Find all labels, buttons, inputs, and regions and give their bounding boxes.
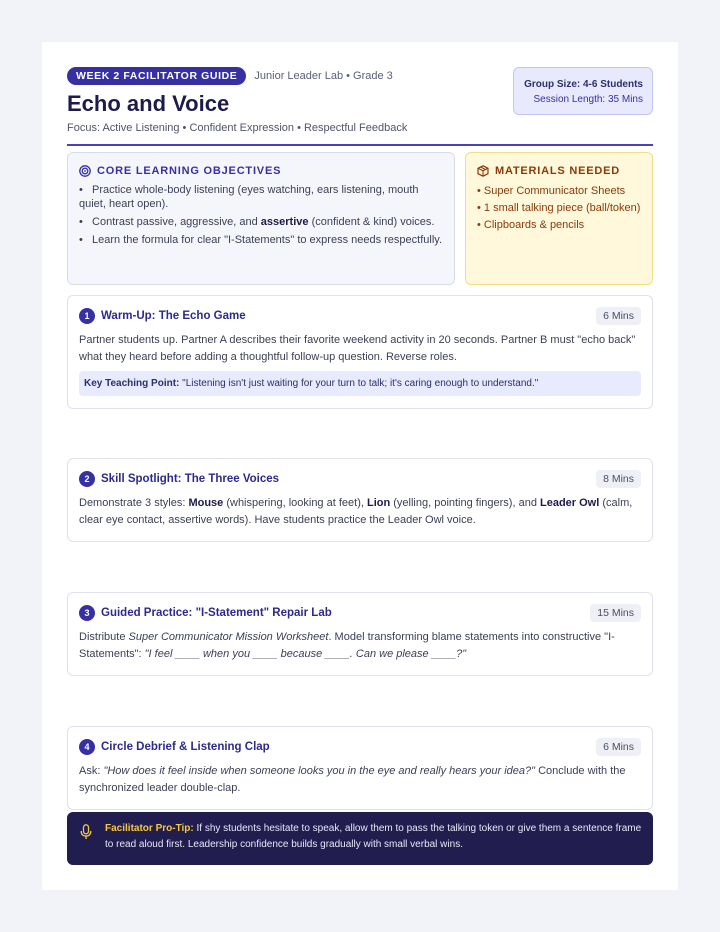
objective-item: • Practice whole-body listening (eyes watching, ears listening, mouth quiet, heart open).: [79, 184, 419, 210]
objective-item: • Learn the formula for clear "I-Statements" to express needs respectfully.: [79, 234, 443, 246]
step-card-1: [67, 295, 653, 409]
step-number: 4: [79, 739, 95, 755]
key-teaching-point: Key Teaching Point: "Listening isn't just waiting for your turn to talk; it's caring enough to understand.": [79, 371, 641, 396]
program-label: Junior Leader Lab • Grade 3: [254, 70, 393, 82]
session-length: Session Length: 35 Mins: [533, 94, 643, 105]
materials-panel: [465, 152, 653, 285]
box-icon: [477, 165, 489, 177]
duration-badge: 8 Mins: [596, 470, 641, 488]
step-description: Distribute Super Communicator Mission Worksheet. Model transforming blame statements into constructive "I-Statements": "I feel ____ when you ____ because ____. Can we please ____?": [79, 631, 615, 660]
step-title: Skill Spotlight: The Three Voices: [101, 473, 280, 485]
material-item: • Clipboards & pencils: [477, 219, 585, 231]
duration-badge: 15 Mins: [590, 604, 641, 622]
step-number: 2: [79, 471, 95, 487]
step-number: 3: [79, 605, 95, 621]
page-title: Echo and Voice: [67, 91, 230, 116]
material-item: • 1 small talking piece (ball/token): [477, 202, 641, 214]
pro-tip-text: Facilitator Pro-Tip: If shy students hesitate to speak, allow them to pass the talking token or give them a sentence frame to read aloud first. Leadership confidence builds gradually with small verbal wins.: [105, 823, 642, 850]
microphone-icon: [80, 824, 92, 840]
step-card-2: [67, 458, 653, 542]
objectives-heading: CORE LEARNING OBJECTIVES: [97, 165, 282, 177]
target-icon: [79, 165, 91, 177]
facilitator-pro-tip: [67, 812, 653, 865]
header: [67, 67, 653, 146]
step-description: Partner students up. Partner A describes their favorite weekend activity in 20 seconds. Partner B must "echo back" what they heard before adding a thoughtful follow-up question. Reverse roles.: [79, 334, 636, 363]
step-card-3: [67, 592, 653, 676]
group-size: Group Size: 4-6 Students: [524, 79, 643, 90]
session-info-box: [513, 67, 653, 115]
material-item: • Super Communicator Sheets: [477, 185, 626, 197]
focus-line: Focus: Active Listening • Confident Expression • Respectful Feedback: [67, 122, 408, 134]
step-card-4: [67, 726, 653, 810]
objectives-panel: [67, 152, 455, 285]
duration-badge: 6 Mins: [596, 738, 641, 756]
duration-badge: 6 Mins: [596, 307, 641, 325]
objective-item: • Contrast passive, aggressive, and assertive (confident & kind) voices.: [79, 216, 435, 228]
step-title: Guided Practice: "I-Statement" Repair Lab: [101, 607, 332, 619]
step-title: Circle Debrief & Listening Clap: [101, 741, 270, 753]
step-title: Warm-Up: The Echo Game: [101, 310, 246, 322]
step-description: Ask: "How does it feel inside when someone looks you in the eye and really hears your idea?" Conclude with the synchronized leader double-clap.: [79, 765, 626, 794]
lesson-page: [42, 42, 678, 890]
week-badge: WEEK 2 FACILITATOR GUIDE: [67, 67, 246, 85]
step-number: 1: [79, 308, 95, 324]
materials-heading: MATERIALS NEEDED: [495, 165, 621, 177]
step-description: Demonstrate 3 styles: Mouse (whispering, looking at feet), Lion (yelling, pointing fingers), and Leader Owl (calm, clear eye contact, assertive words). Have students practice the Leader Owl voice.: [79, 497, 633, 526]
